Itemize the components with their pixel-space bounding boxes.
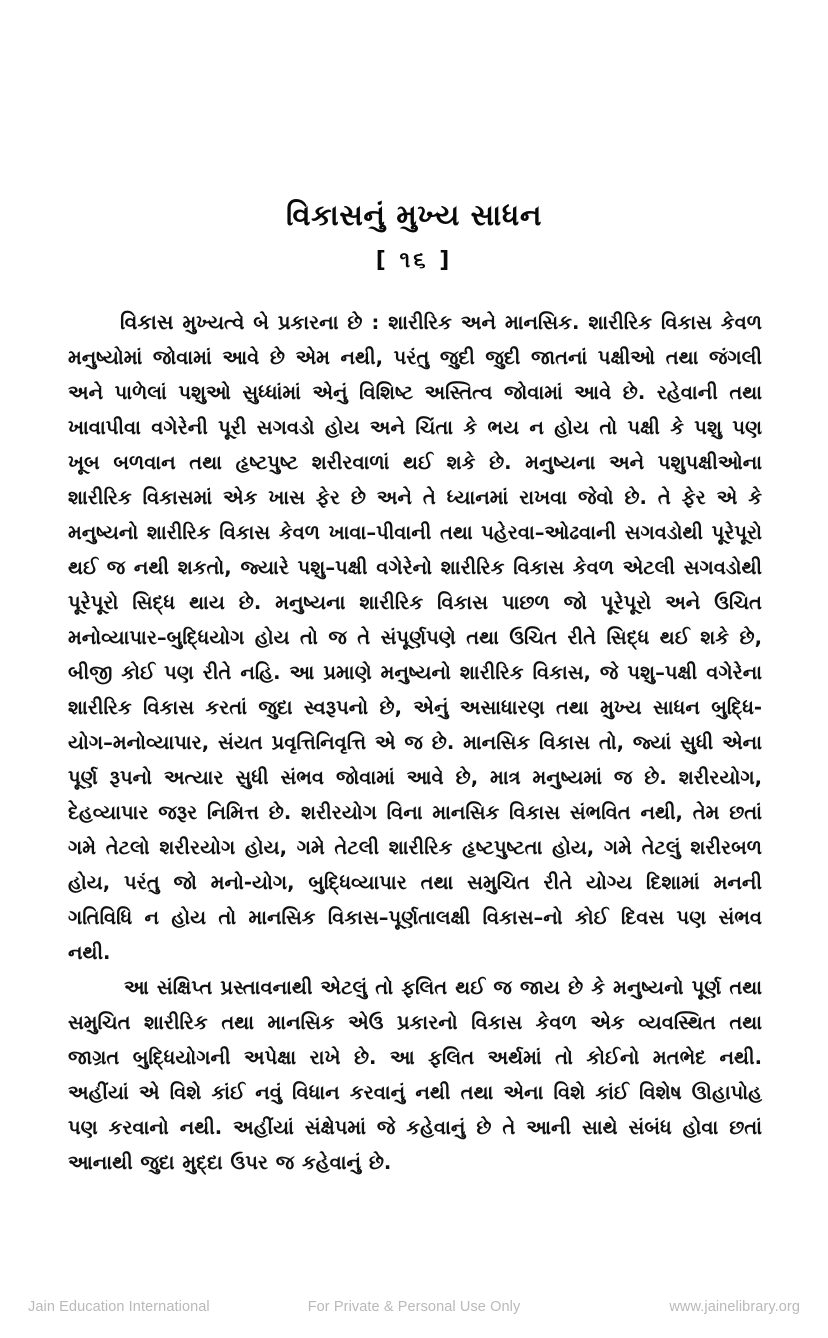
chapter-number-marker: [ ૧૬ ] xyxy=(375,248,453,274)
page-footer xyxy=(0,1296,828,1318)
paragraph-2-text: આ સંક્ષિપ્ત પ્રસ્તાવનાથી એટલું તો ફલિત થઈ જ જાય છે કે મનુષ્યનો પૂર્ણ તથા સમુચિત શારીરિક તથા માનસિક એઉ પ્રકારનો વિકાસ કેવળ એક વ્યવસ્થિત તથા જાગ્રત બુદ્ધિયોગની અપેક્ષા રાખે છે. આ ફલિત અર્થમાં તો કોઈનો મતભેદ નથી. અહીંયાં એ વિશે કાંઈ નવું વિધાન કરવાનું નથી તથા એના વિશે કાંઈ વિશેષ ઊહાપોહ પણ કરવાનો નથી. અહીંયાં સંક્ષેપમાં જે કહેવાનું છે તે આની સાથે સંબંધ હોવા છતાં આનાથી જુદા મુદ્દા ઉપર જ કહેવાનું છે. xyxy=(68,976,762,1174)
paragraph-1-lead-word: વિકાસ xyxy=(120,310,174,334)
footer-website-link[interactable]: www.jainelibrary.org xyxy=(669,1299,800,1315)
title-block xyxy=(0,198,828,273)
paragraph-2 xyxy=(68,970,762,1180)
footer-usage-notice: For Private & Personal Use Only xyxy=(307,1299,521,1315)
paragraph-1-text: મુખ્યત્વે બે પ્રકારના છે : શારીરિક અને માનસિક. શારીરિક વિકાસ કેવળ મનુષ્યોમાં જોવામાં આવે છે એમ નથી, પરંતુ જુદી જુદી જાતનાં પક્ષીઓ તથા જંગલી અને પાળેલાં પશુઓ સુધ્ધાંમાં એનું વિશિષ્ટ અસ્તિત્વ જોવામાં આવે છે. રહેવાની તથા ખાવાપીવા વગેરેની પૂરી સગવડો હોય અને ચિંતા કે ભય ન હોય તો પક્ષી કે પશુ પણ ખૂબ બળવાન તથા હૃષ્ટપુષ્ટ શરીરવાળાં થઈ શકે છે. મનુષ્યના અને પશુપક્ષીઓના શારીરિક વિકાસમાં એક ખાસ ફેર છે અને તે ધ્યાનમાં રાખવા જેવો છે. તે ફેર એ કે મનુષ્યનો શારીરિક વિકાસ કેવળ ખાવા–પીવાની તથા પહેરવા–ઓઢવાની સગવડોથી પૂરેપૂરો થઈ જ નથી શકતો, જ્યારે પશુ–પક્ષી વગેરેનો શારીરિક વિકાસ કેવળ એટલી સગવડોથી પૂરેપૂરો સિદ્ધ થાય છે. મનુષ્યના શારીરિક વિકાસ પાછળ જો પૂરેપૂરો અને ઉચિત મનોવ્યાપાર–બુદ્ધિયોગ હોય તો જ તે સંપૂર્ણપણે તથા ઉચિત રીતે સિદ્ધ થઈ શકે છે, બીજી કોઈ પણ રીતે નહિ. આ પ્રમાણે મનુષ્યનો શારીરિક વિકાસ, જે પશુ–પક્ષી વગેરેના શારીરિક વિકાસ કરતાં જુદા સ્વરૂપનો છે, એનું અસાધારણ તથા મુખ્ય સાધન બુદ્ધિ-યોગ–મનોવ્યાપાર, સંયત પ્રવૃત્તિનિવૃત્તિ એ જ છે. માનસિક વિકાસ તો, જ્યાં સુધી એના પૂર્ણ રૂપનો અત્યાર સુધી સંભવ જોવામાં આવે છે, માત્ર મનુષ્યમાં જ છે. શરીરયોગ, દેહવ્યાપાર જરૂર નિમિત્ત છે. શરીરયોગ વિના માનસિક વિકાસ સંભવિત નથી, તેમ છતાં ગમે તેટલો શરીરયોગ હોય, ગમે તેટલી શારીરિક હૃષ્ટપુષ્ટતા હોય, ગમે તેટલું શરીરબળ હોય, પરંતુ જો મનો-યોગ, બુદ્ધિવ્યાપાર તથા સમુચિત રીતે યોગ્ય દિશામાં મનની ગતિવિધિ ન હોય તો માનસિક વિકાસ–પૂર્ણતાલક્ષી વિકાસ–નો કોઈ દિવસ પણ સંભવ નથી. xyxy=(68,311,762,964)
footer-publisher-label: Jain Education International xyxy=(28,1299,210,1315)
body-text-block xyxy=(68,305,762,1180)
paragraph-1 xyxy=(68,305,762,970)
page-title: વિકાસનું મુખ્ય સાધન xyxy=(285,198,543,232)
